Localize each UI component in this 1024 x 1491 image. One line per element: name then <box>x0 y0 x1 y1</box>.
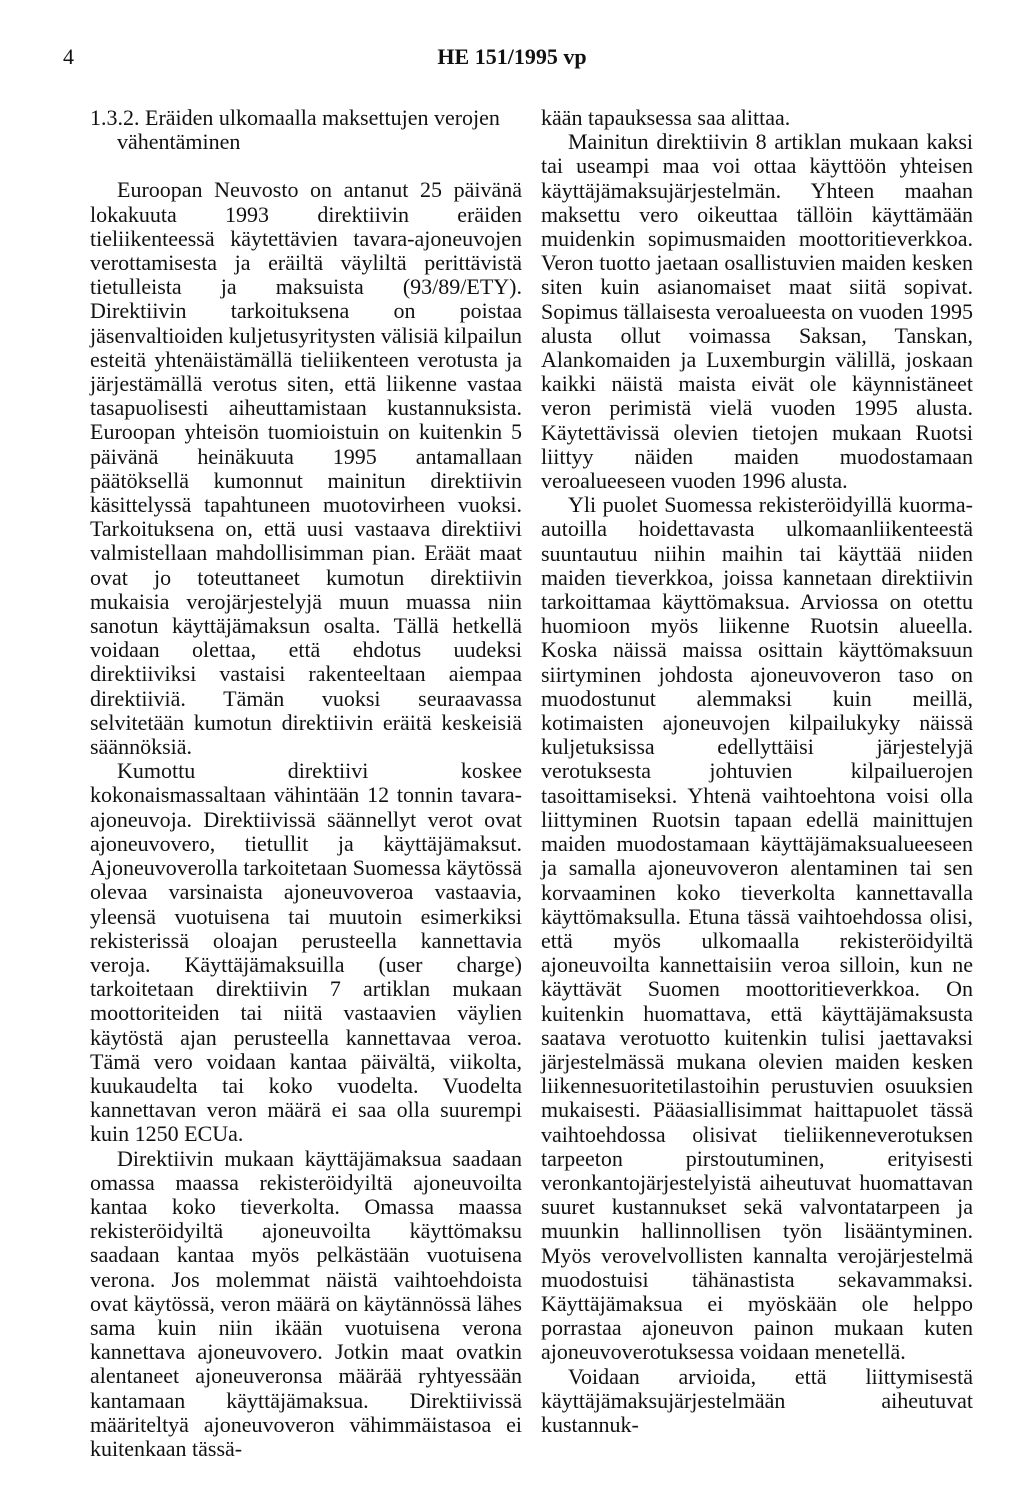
right-column <box>541 106 973 1437</box>
paragraph: Kumottu direktiivi koskee kokonaismassaltaan vähintään 12 tonnin tavara-ajoneuvoja. Direktiivissä säännellyt verot ovat ajoneuvovero, tietullit ja käyttäjämaksut. Ajoneuvoverolla tarkoitetaan Suomessa käytössä olevaa varsinaista ajoneuvoveroa vastaavia, yleensä vuotuisena tai muutoin esimerkiksi rekisterissä oloajan perusteella kannettavia veroja. Käyttäjämaksuilla (user charge) tarkoitetaan direktiivin 7 artiklan mukaan moottoriteiden tai niitä vastaavien väylien käytöstä ajan perusteella kannettavaa veroa. Tämä vero voidaan kantaa päivältä, viikolta, kuukaudelta tai koko vuodelta. Vuodelta kannettavan veron määrä ei saa olla suurempi kuin 1250 ECUa. <box>90 758 522 1147</box>
left-column <box>90 106 522 1461</box>
paragraph: Mainitun direktiivin 8 artiklan mukaan kaksi tai useampi maa voi ottaa käyttöön yhteisen käyttäjämaksujärjestelmän. Yhteen maahan maksettu vero oikeuttaa tällöin käyttämään muidenkin sopimusmaiden moottoritieverkkoa. Veron tuotto jaetaan osallistuvien maiden kesken siten kuin asianomaiset maat siitä sopivat. Sopimus tällaisesta veroalueesta on vuoden 1995 alusta ollut voimassa Saksan, Tanskan, Alankomaiden ja Luxemburgin välillä, joskaan kaikki näistä maista eivät ole käynnistäneet veron perimistä vielä vuoden 1995 alusta. Käytettävissä olevien tietojen mukaan Ruotsi liittyy näiden maiden muodostamaan veroalueeseen vuoden 1996 alusta. <box>541 129 973 494</box>
paragraph: Voidaan arvioida, että liittymisestä käyttäjämaksujärjestelmään aiheutuvat kustannuk- <box>541 1363 973 1437</box>
paragraph: kään tapauksessa saa alittaa. <box>541 105 791 130</box>
paragraph: Direktiivin mukaan käyttäjämaksua saadaan omassa maassa rekisteröidyiltä ajoneuvoilta kantaa koko tieverkolta. Omassa maassa rekisteröidyiltä ajoneuvoilta käyttömaksu saadaan kantaa myös pelkästään vuotuisena verona. Jos molemmat näistä vaihtoehdoista ovat käytössä, veron määrä on käytännössä lähes sama kuin niin ikään vuotuisena verona kannettava ajoneuvovero. Jotkin maat ovatkin alentaneet ajoneuveronsa määrää ryhtyessään kantamaan käyttäjämaksua. Direktiivissä määriteltyä ajoneuvoveron vähimmäistasoa ei kuitenkaan tässä- <box>90 1145 522 1461</box>
running-header: HE 151/1995 vp <box>437 44 587 69</box>
paragraph: Yli puolet Suomessa rekisteröidyillä kuorma-autoilla hoidettavasta ulkomaanliikenteestä suuntautuu niihin maihin tai käyttää niiden maiden tieverkkoa, joissa kannetaan direktiivin tarkoittamaa käyttömaksua. Arviossa on otettu huomioon myös liikenne Ruotsin alueella. Koska näissä maissa osittain käyttömaksuun siirtyminen johdosta ajoneuvoveron taso on muodostunut alemmaksi kuin meillä, kotimaisten ajoneuvojen kilpailukyky näissä kuljetuksissa edellyttäisi järjestelyjä verotuksesta johtuvien kilpailuerojen tasoittamiseksi. Yhtenä vaihtoehtona voisi olla liittyminen Ruotsin tapaan edellä mainittujen maiden muodostamaan käyttäjämaksualueeseen ja samalla ajoneuvoveron alentaminen tai sen korvaaminen koko tieverkolta kannettavalla käyttömaksulla. Etuna tässä vaihtoehdossa olisi, että myös ulkomaalla rekisteröidyiltä ajoneuvoilta kannettaisiin veroa silloin, kun ne käyttävät Suomen moottoritieverkkoa. On kuitenkin huomattava, että käyttäjämaksusta saatava verotuotto kuitenkin tulisi jaettavaksi järjestelmässä mukana olevien maiden kesken liikennesuoritetilastoihin perustuvien osuuksien mukaisesti. Pääasiallisimmat haittapuolet tässä vaihtoehdossa olisivat tieliikenneverotuksen tarpeeton pirstoutuminen, erityisesti veronkantojärjestelyistä aiheutuvat huomattavan suuret kustannukset sekä valvontatarpeen ja muunkin hallinnollisen työn lisääntyminen. Myös verovelvollisten kannalta verojärjestelmä muodostuisi tähänastista sekavammaksi. Käyttäjämaksua ei myöskään ole helppo porrastaa ajoneuvon painon mukaan kuten ajoneuvoverotuksessa voidaan menetellä. <box>541 492 973 1365</box>
section-heading: 1.3.2. Eräiden ulkomaalla maksettujen verojen vähentäminen <box>90 105 500 155</box>
page-number: 4 <box>63 44 74 69</box>
paragraph: Euroopan Neuvosto on antanut 25 päivänä lokakuuta 1993 direktiivin eräiden tieliikenteessä käytettävien tavara-ajoneuvojen verottamisesta ja eräiltä väyliltä perittävistä tietulleista ja maksuista (93/89/ETY). Direktiivin tarkoituksena on poistaa jäsenvaltioiden kuljetusyritysten välisiä kilpailun esteitä yhtenäistämällä tieliikenteen verotusta ja järjestämällä verotus siten, että liikenne vastaa tasapuolisesti aiheuttamistaan kustannuksista. Euroopan yhteisön tuomioistuin on kuitenkin 5 päivänä heinäkuuta 1995 antamallaan päätöksellä kumonnut mainitun direktiivin käsittelyssä tapahtuneen muotovirheen vuoksi. Tarkoituksena on, että uusi vastaava direktiivi valmistellaan mahdollisimman pian. Eräät maat ovat jo toteuttaneet kumotun direktiivin mukaisia verojärjestelyjä muun muassa niin sanotun käyttäjämaksun osalta. Tällä hetkellä voidaan olettaa, että ehdotus uudeksi direktiiviksi vastaisi rakenteeltaan aiempaa direktiiviä. Tämän vuoksi seuraavassa selvitetään kumotun direktiivin eräitä keskeisiä säännöksiä. <box>90 177 522 760</box>
